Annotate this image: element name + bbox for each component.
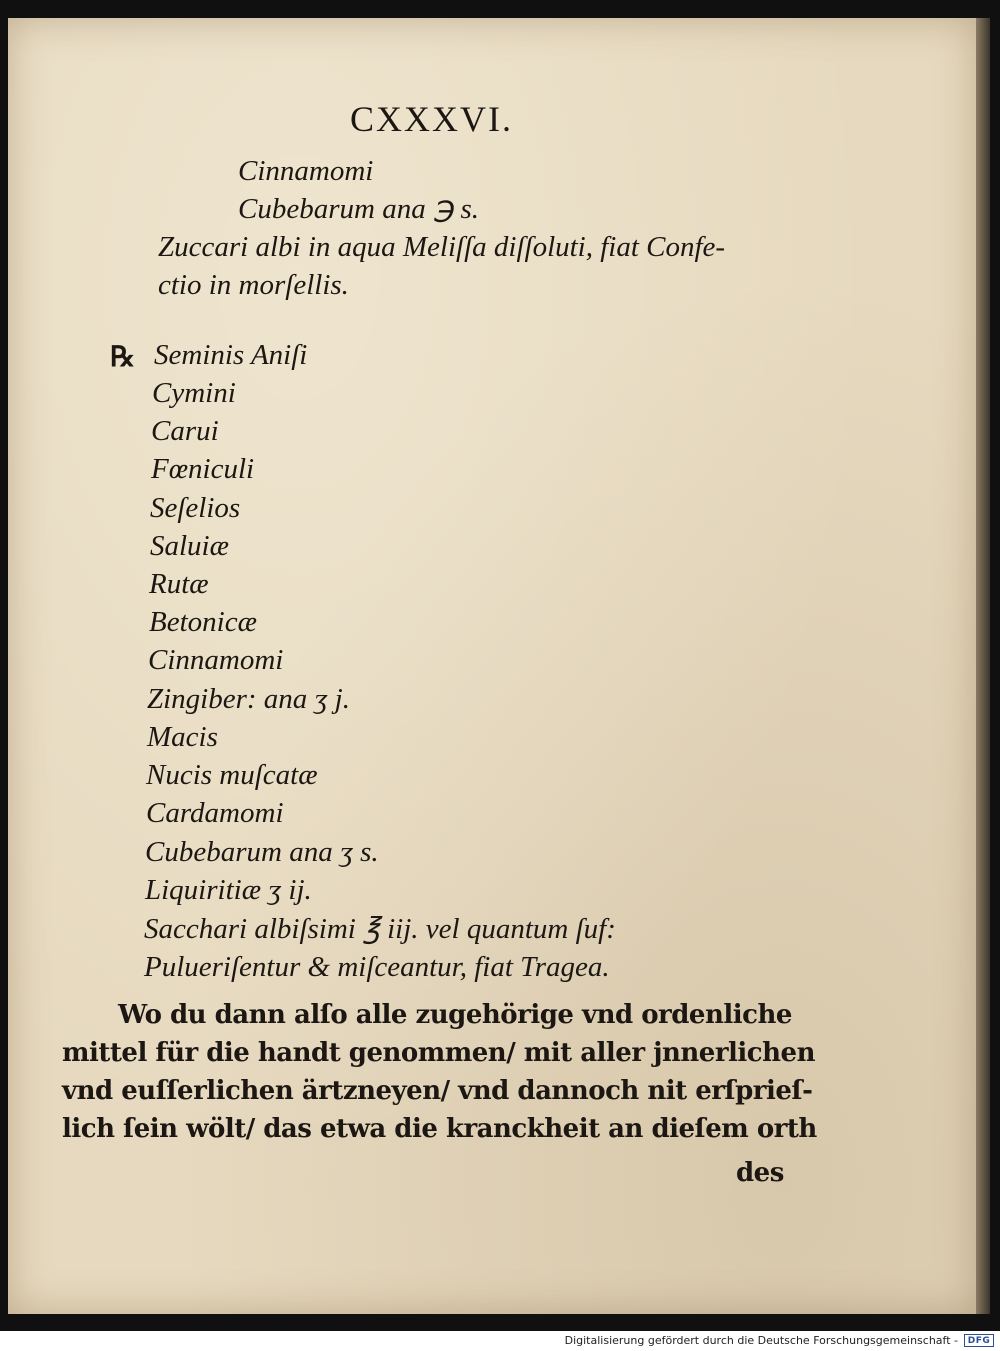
block1-line-1: Cinnamomi	[238, 155, 374, 187]
recipe-line-1: Seminis Aniſi	[154, 339, 308, 371]
block1-line-3: Zuccari albi in aqua Meliſſa diſſoluti, fiat Confe-	[158, 231, 726, 263]
block1-line-4: ctio in morſellis.	[158, 269, 349, 301]
recipe-line-16: Sacchari albiſsimi ℥ iij. vel quantum ſuf:	[144, 913, 616, 945]
recipe-line-2: Cymini	[152, 377, 236, 409]
recipe-line-5: Seſelios	[150, 492, 241, 524]
catchword: des	[736, 1158, 784, 1188]
recipe-line-8: Betonicæ	[149, 606, 257, 638]
blackletter-line-4: lich ſein wölt/ das etwa die kranckheit an dieſem orth	[62, 1114, 817, 1144]
blackletter-line-3: vnd euſſerlichen ärtzneyen/ vnd dannoch nit erſprieſ-	[62, 1076, 813, 1106]
recipe-line-9: Cinnamomi	[148, 644, 284, 676]
recipe-line-3: Carui	[151, 415, 219, 447]
recipe-line-10: Zingiber: ana ʒ j.	[147, 683, 350, 715]
block1-line-2: Cubebarum ana ℈ s.	[238, 193, 479, 225]
page-number-header: CXXXVI.	[350, 99, 513, 139]
recipe-line-4: Fœniculi	[151, 453, 255, 485]
footer-credit: Digitalisierung gefördert durch die Deutsche Forschungsgemeinschaft -	[564, 1334, 958, 1347]
recipe-line-15: Liquiritiæ ʒ ij.	[145, 874, 312, 906]
blackletter-line-1: Wo du dann alſo alle zugehörige vnd ordenliche	[118, 1000, 792, 1030]
recipe-symbol: ℞	[110, 340, 136, 373]
recipe-line-17: Pulueriſentur & miſceantur, fiat Tragea.	[144, 951, 610, 983]
recipe-line-13: Cardamomi	[146, 797, 284, 829]
page-edge	[976, 18, 990, 1314]
recipe-line-7: Rutæ	[149, 568, 209, 600]
recipe-line-12: Nucis muſcatæ	[146, 759, 318, 791]
recipe-line-14: Cubebarum ana ʒ s.	[145, 836, 379, 868]
recipe-line-6: Saluiæ	[150, 530, 229, 562]
dfg-logo: DFG	[964, 1334, 994, 1347]
recipe-line-11: Macis	[147, 721, 218, 753]
blackletter-line-2: mittel für die handt genommen/ mit aller jnnerlichen	[62, 1038, 815, 1068]
